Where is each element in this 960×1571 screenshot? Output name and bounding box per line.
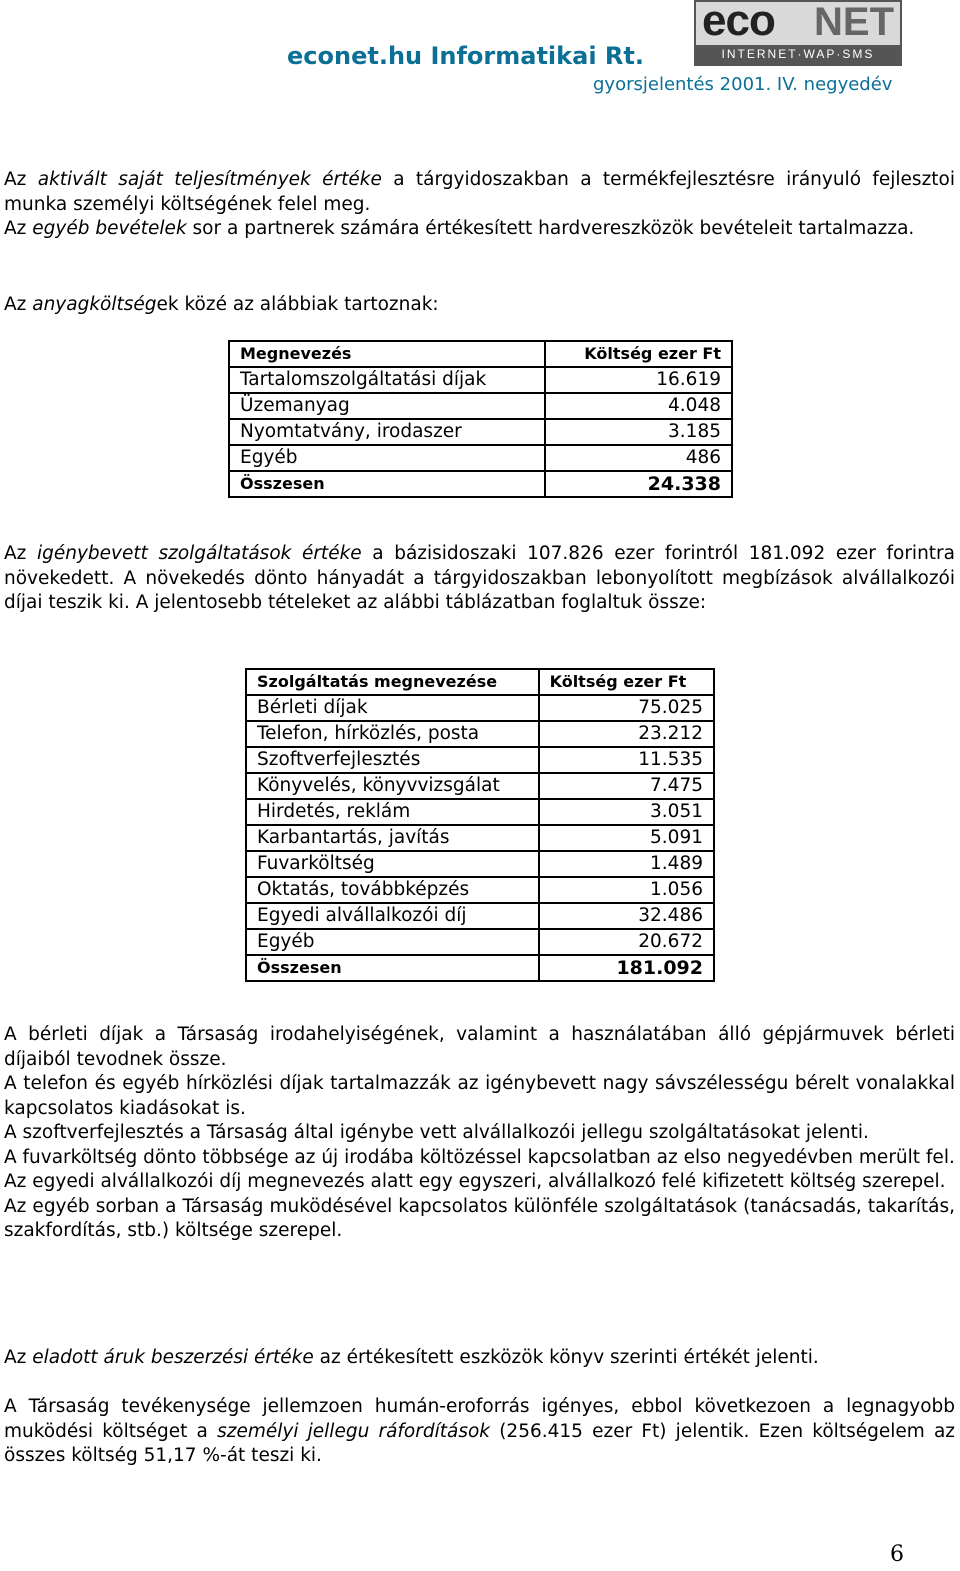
table-row: Telefon, hírközlés, posta 23.212 — [246, 721, 714, 747]
table-row: Oktatás, továbbképzés 1.056 — [246, 877, 714, 903]
column-header: Költség ezer Ft — [539, 669, 714, 695]
note-paragraph: A bérleti díjak a Társaság irodahelyiségének, valamint a használatában álló gépjármuvek bérleti díjaiból tevodnek össze. — [4, 1024, 955, 1070]
intro-section — [4, 168, 955, 242]
table-row: Egyéb 20.672 — [246, 929, 714, 955]
notes-section — [4, 1023, 955, 1244]
table-row: Egyéb 486 — [229, 445, 732, 471]
logo-net: NET — [814, 0, 894, 44]
page-number: 6 — [890, 1542, 904, 1567]
column-header: Költség ezer Ft — [545, 341, 732, 367]
table-header — [246, 669, 714, 695]
note-paragraph: Az egyéb sorban a Társaság muködésével kapcsolatos különféle szolgáltatások (tanácsadás, takarítás, szakfordítás, stb.) költsége szerepel. — [4, 1195, 955, 1241]
note-paragraph: A telefon és egyéb hírközlési díjak tartalmazzák az igénybevett nagy sávszélességu bérelt vonalakkal kapcsolatos kiadásokat is. — [4, 1073, 955, 1119]
paragraph-other-income: Az egyéb bevételek sor a partnerek számára értékesített hardvereszközök bevételeit tartalmazza. — [4, 218, 915, 239]
table-header — [229, 341, 732, 367]
column-header: Szolgáltatás megnevezése — [246, 669, 539, 695]
table-row: Nyomtatvány, irodaszer 3.185 — [229, 419, 732, 445]
table-row: Könyvelés, könyvvizsgálat 7.475 — [246, 773, 714, 799]
paragraph-services: Az igénybevett szolgáltatások értéke a bázisidoszaki 107.826 ezer forintról 181.092 ezer forintra növekedett. A növekedés dönto hányadát a tárgyidoszakban lebonyolított megbízások alvállalkozói díjai teszik ki. A jelentosebb tételeket az alábbi táblázatban foglaltuk össze: — [4, 543, 955, 613]
paragraph-activated: Az aktivált saját teljesítmények értéke a tárgyidoszakban a termékfejlesztésre irányuló fejlesztoi munka személyi költségének felel meg. — [4, 169, 955, 215]
table-row: Hirdetés, reklám 3.051 — [246, 799, 714, 825]
company-name: econet.hu Informatikai Rt. — [287, 42, 644, 70]
note-paragraph: A szoftverfejlesztés a Társaság által igénybe vett alvállalkozói jellegu szolgáltatásokat jelenti. — [4, 1122, 869, 1143]
table-row: Egyedi alvállalkozói díj 32.486 — [246, 903, 714, 929]
services-cost-table — [245, 668, 715, 982]
note-paragraph: A fuvarköltség dönto többsége az új irodába költözéssel kapcsolatban az elso negyedévben merült fel. — [4, 1146, 955, 1168]
column-header: Megnevezés — [229, 341, 545, 367]
logo-tagline: INTERNET·WAP·SMS — [696, 45, 900, 64]
table-row: Karbantartás, javítás 5.091 — [246, 825, 714, 851]
table-row: Tartalomszolgáltatási díjak 16.619 — [229, 367, 732, 393]
material-cost-table — [228, 340, 733, 498]
table-total-row: Összesen 24.338 — [229, 471, 732, 497]
paragraph-goods-sold: Az eladott áruk beszerzési értéke az értékesített eszközök könyv szerinti értékét jelenti. — [4, 1347, 819, 1368]
table-row: Szoftverfejlesztés 11.535 — [246, 747, 714, 773]
table-row: Fuvarköltség 1.489 — [246, 851, 714, 877]
table-row: Bérleti díjak 75.025 — [246, 695, 714, 721]
paragraph-material-costs: Az anyagköltségek közé az alábbiak tartoznak: — [4, 294, 439, 315]
logo-eco: eco — [702, 0, 775, 45]
report-subtitle: gyorsjelentés 2001. IV. negyedév — [593, 74, 893, 95]
table-total-row: Összesen 181.092 — [246, 955, 714, 981]
note-paragraph: Az egyedi alvállalkozói díj megnevezés alatt egy egyszeri, alvállalkozó felé kifizetett költség szerepel. — [4, 1171, 946, 1192]
paragraph-personnel: A Társaság tevékenysége jellemzoen humán-eroforrás igényes, ebbol következoen a legnagyobb muködési költséget a személyi jellegu ráfordítások (256.415 ezer Ft) jelentik. Ezen költségelem az összes költség 51,17 %-át teszi ki. — [4, 1396, 955, 1466]
econet-logo — [694, 0, 902, 66]
table-row: Üzemanyag 4.048 — [229, 393, 732, 419]
